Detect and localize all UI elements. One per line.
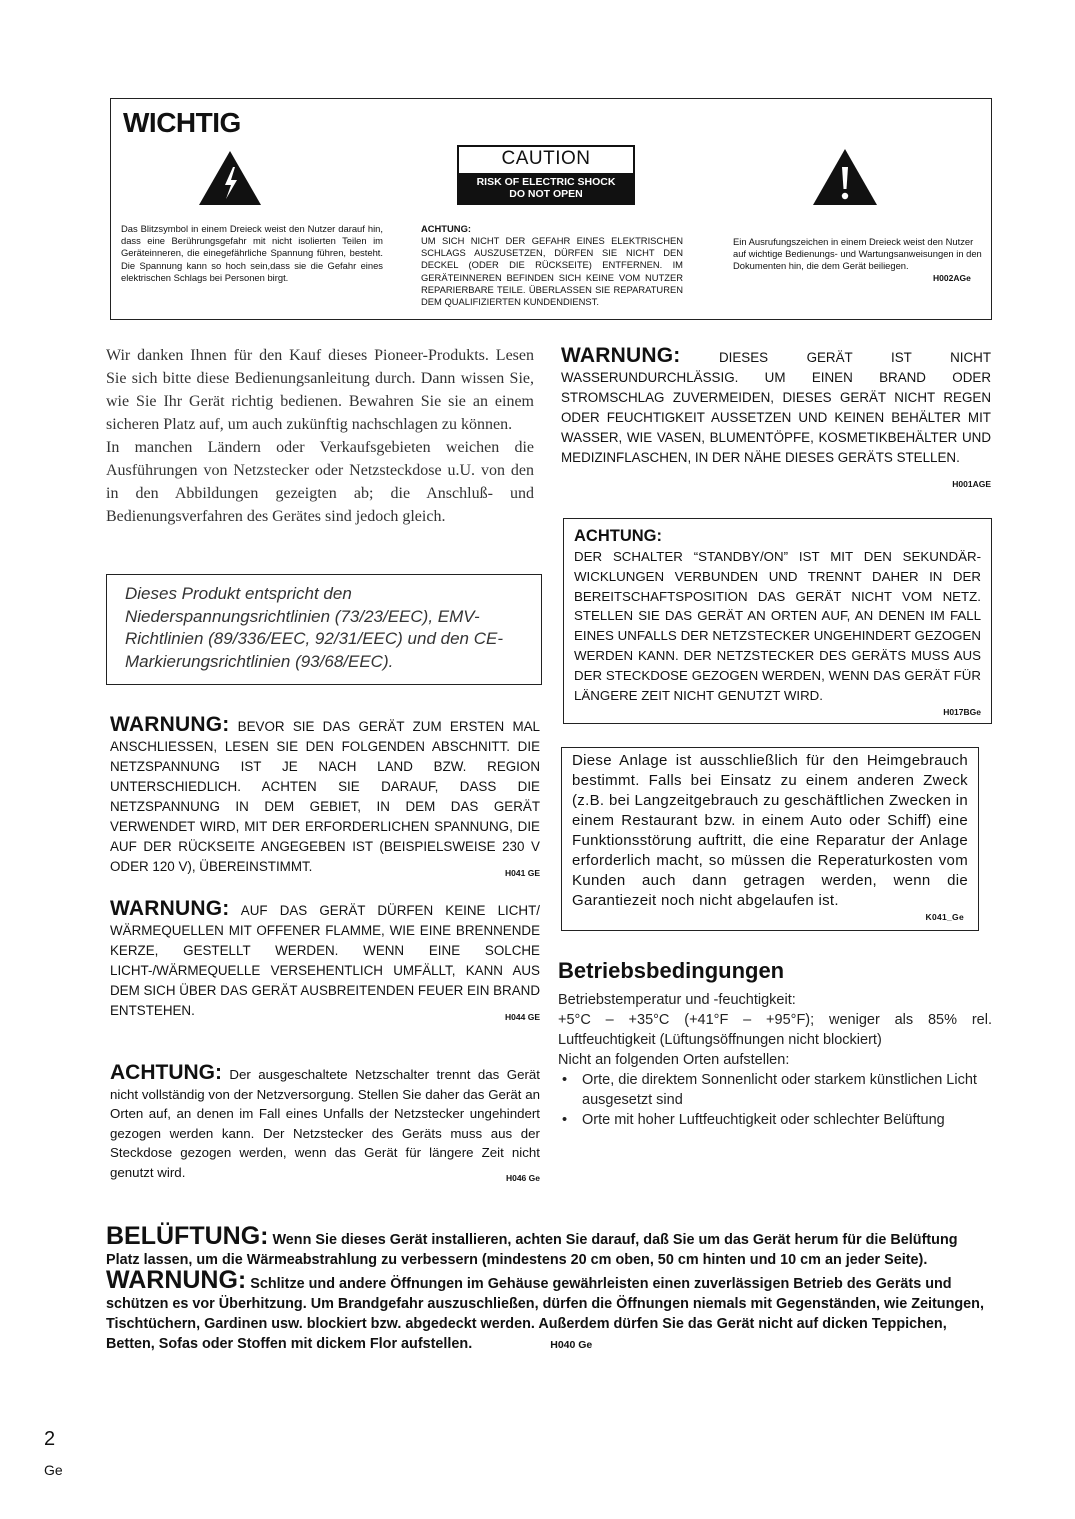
ventilation-keyword: BELÜFTUNG: [106, 1222, 269, 1250]
operating-line-1: Betriebstemperatur und -feuchtigkeit: [558, 992, 796, 1008]
achtung-code: H046 Ge [505, 1172, 540, 1183]
openings-text: Schlitze und andere Öffnungen im Gehäuse gewährleisten einen zuverlässigen Betrieb des Geräts und schützen es vor Überhitzung. Um Brandgefahr auszuschließen, dürfen die Öffnungen niemals mit Gegenständen, wie Zeitungen, Tischtüchern, Gardinen usw. blockiert bzw. abgedeckt werden. Außerdem dürfen Sie das Gerät nicht auf dicken Teppichen, Betten, Sofas oder Stoffen mit dickem Flor aufstellen. [106, 1276, 984, 1352]
list-item: • Orte mit hoher Luftfeuchtigkeit oder schlechter Belüftung [562, 1112, 945, 1128]
warning-text: AUF DAS GERÄT DÜRFEN KEINE LICHT/ WÄRMEQUELLEN MIT OFFENER FLAMME, WIE EINE BRENNENDE KERZE, GESTELLT WERDEN. WENN EINE SOLCHE LICHT-/WÄRMEQUELLE VERSEHENTLICH UMFÄLLT, KANN AUS DEM SICH ÜBER DAS GERÄT AUSBREITENDEN FEUER EIN BRAND ENTSTEHEN. [110, 903, 540, 1018]
warning-keyword: WARNUNG: [561, 344, 681, 367]
warning-keyword: WARNUNG: [110, 897, 230, 920]
intro-paragraph-1: Wir danken Ihnen für den Kauf dieses Pioneer-Produkts. Lesen Sie sich bitte diese Bedienungsanleitung durch. Dann wissen Sie, wie Sie Ihr Gerät richtig bedienen. Bewahren Sie sie an einem sicheren Platz auf, um auch zukünftig nachschlagen zu können. [106, 347, 534, 433]
openings-paragraph [106, 1266, 994, 1355]
warning-keyword: WARNUNG: [110, 713, 230, 736]
achtung-keyword: ACHTUNG: [110, 1061, 222, 1084]
eec-compliance-text: Dieses Produkt entspricht den Niederspannungsrichtlinien (73/23/EEC), EMV-Richtlinien (89/336/EEC, 92/31/EEC) und den CE-Markierungsrichtlinien (93/68/EEC). [125, 584, 503, 671]
warning-text: BEVOR SIE DAS GERÄT ZUM ERSTEN MAL ANSCHLIESSEN, LESEN SIE DEN FOLGENDEN ABSCHNITT. DIE NETZSPANNUNG IST JE NACH LAND BZW. REGION UNTERSCHIEDLICH. ACHTEN SIE DARAUF, DASS DIE NETZSPANNUNG IN DEM GEBIET, IN DEM DAS GERÄT VERWENDET WIRD, MIT DER ERFORDERLICHEN SPANNUNG, DIE AUF DER RÜCKSEITE ANGEGEBEN IST (BEISPIELSWEISE 230 V ODER 120 V), ÜBEREINSTIMMT. [110, 719, 540, 874]
bullet-icon: • [562, 1112, 568, 1128]
caution-band-line-2: DO NOT OPEN [509, 188, 583, 200]
warning-code: H041 GE [505, 868, 540, 878]
warning-text: DIESES GERÄT IST NICHT WASSERUNDURCHLÄSSIG. UM EINEN BRAND ODER STROMSCHLAG ZUVERMEIDEN, DIESES GERÄT NICHT REGEN ODER FEUCHTIGKEIT AUSSETZEN UND KEINEN BEHÄLTER MIT WASSER, WIE VASEN, BLUMENTÖPFE, KOSMETIKBEHÄLTER UND MEDIZINFLASCHEN, IN DER NÄHE DIESES GERÄTS STELLEN. [561, 350, 991, 465]
achtung-power-switch [110, 1063, 540, 1189]
intro-paragraph-2: In manchen Ländern oder Verkaufsgebieten weichen die Ausführungen von Netzstecker oder Netzsteckdose u.U. von den in den Abbildungen gezeigten ab; die Anschluß- und Bedienungsverfahren des Gerätes sind jedoch gleich. [106, 439, 534, 525]
wichtig-code: H002AGe [933, 273, 971, 283]
list-item: • Orte, die direktem Sonnenlicht oder starkem künstlichen Licht ausgesetzt sind [562, 1072, 977, 1108]
warning-code: H044 GE [505, 1012, 540, 1022]
home-use-box [561, 747, 979, 931]
exclamation-symbol-text: Ein Ausrufungszeichen in einem Dreieck weist den Nutzer auf wichtige Bedienungs- und Wartungsanweisungen in den Dokumenten hin, die dem Gerät beiliegen. [733, 236, 982, 272]
caution-band [459, 173, 633, 203]
operating-conditions [558, 990, 992, 1130]
intro-text [106, 344, 534, 528]
exclamation-warning-icon [811, 147, 879, 207]
eec-compliance-box [106, 574, 542, 685]
location-list [558, 1070, 992, 1130]
achtung-standby-box [563, 518, 992, 724]
achtung-box-text: DER SCHALTER “STANDBY/ON” IST MIT DEN SEKUNDÄR-WICKLUNGEN VERBUNDEN UND TRENNT DAHER IN DER BEREITSCHAFTSPOSITION DAS GERÄT NICHT VOM NETZ. STELLEN SIE DAS GERÄT AN ORTEN AUF, AN DENEN IM FALL EINES UNFALLS DER NETZSTECKER UNGEHINDERT GEZOGEN WERDEN KANN. DER NETZSTECKER DES GERÄTS MUSS AUS DER STECKDOSE GEZOGEN WERDEN, WENN DAS GERÄT FÜR LÄNGERE ZEIT NICHT GENUTZT WIRD. [574, 549, 981, 703]
caution-heading: ACHTUNG: [421, 223, 471, 234]
bullet-icon: • [562, 1072, 568, 1088]
achtung-box-keyword: ACHTUNG: [574, 527, 662, 545]
warning-water [561, 346, 991, 494]
ventilation-notes [106, 1222, 994, 1355]
page-language: Ge [44, 1462, 63, 1478]
home-use-text: Diese Anlage ist ausschließlich für den Heimgebrauch bestimmt. Falls bei Einsatz zu einem anderen Zweck (z.B. bei Langzeitgebrauch zu geschäftlichen Zwecken in einem Restaurant bzw. in einem Auto oder Schiff) eine Funktionsstörung auftritt, die eine Reparatur der Anlage erforderlich macht, so müssen die Reperaturkosten vom Kunden auch dann getragen werden, wenn die Garantiezeit noch nicht abgelaufen ist. [572, 752, 968, 909]
openings-keyword: WARNUNG: [106, 1266, 247, 1294]
caution-band-line-1: RISK OF ELECTRIC SHOCK [476, 176, 616, 188]
achtung-text: Der ausgeschaltete Netzschalter trennt das Gerät nicht vollständig von der Netzversorgung. Stellen Sie daher das Gerät an Orten auf, an denen im Fall eines Unfalls der Netzstecker ungehindert gezogen werden kann. Der Netzstecker des Geräts muss aus der Steckdose gezogen werden, wenn das Gerät für längere Zeit nicht genutzt wird. [110, 1067, 540, 1180]
ventilation-text: Wenn Sie dieses Gerät installieren, achten Sie darauf, daß Sie um das Gerät herum für die Belüftung Platz lassen, um die Wärmeabstrahlung zu verbessern (mindestens 20 cm oben, 50 cm hinten und 10 cm an jeder Seite). [106, 1232, 958, 1268]
caution-label [457, 145, 635, 205]
caution-text: UM SICH NICHT DER GEFAHR EINES ELEKTRISCHEN SCHLAGS AUSZUSETZEN, DÜRFEN SIE NICHT DEN DECKEL (ODER DIE RÜCKSEITE) ENTFERNEN. IM GERÄTEINNEREN BEFINDEN SICH KEINE VOM NUTZER REPARIERBARE TEILE. ÜBERLASSEN SIE REPARATUREN DEM QUALIFIZIERTEN KUNDENDIENST. [421, 235, 683, 308]
operating-line-3: Nicht an folgenden Orten aufstellen: [558, 1052, 790, 1068]
openings-code: H040 Ge [550, 1339, 593, 1351]
ventilation-paragraph [106, 1222, 994, 1270]
achtung-box-code: H017BGe [943, 707, 981, 717]
operating-conditions-title: Betriebsbedingungen [558, 958, 785, 983]
lightning-warning-icon [197, 149, 263, 207]
warning-code: H001AGE [952, 479, 991, 489]
warning-open-flame [110, 899, 540, 1027]
operating-line-2: +5°C – +35°C (+41°F – +95°F); weniger als 85% rel. Luftfeuchtigkeit (Lüftungsöffnungen nicht blockiert) [558, 1012, 992, 1048]
wichtig-box [110, 98, 992, 320]
warning-voltage [110, 715, 540, 883]
lightning-symbol-text: Das Blitzsymbol in einem Dreieck weist den Nutzer darauf hin, dass eine Berührungsgefahr mit nicht isolierten Teilen im Geräteinneren, die einegefährliche Spannung führen, besteht. Die Spannung kann so hoch sein,dass sie die Gefahr eines elektrischen Schlags bei Personen birgt. [121, 223, 383, 283]
home-use-code: K041_Ge [925, 912, 964, 922]
wichtig-title: WICHTIG [123, 107, 241, 138]
caution-word: CAUTION [501, 148, 591, 169]
page-number: 2 [44, 1428, 56, 1450]
